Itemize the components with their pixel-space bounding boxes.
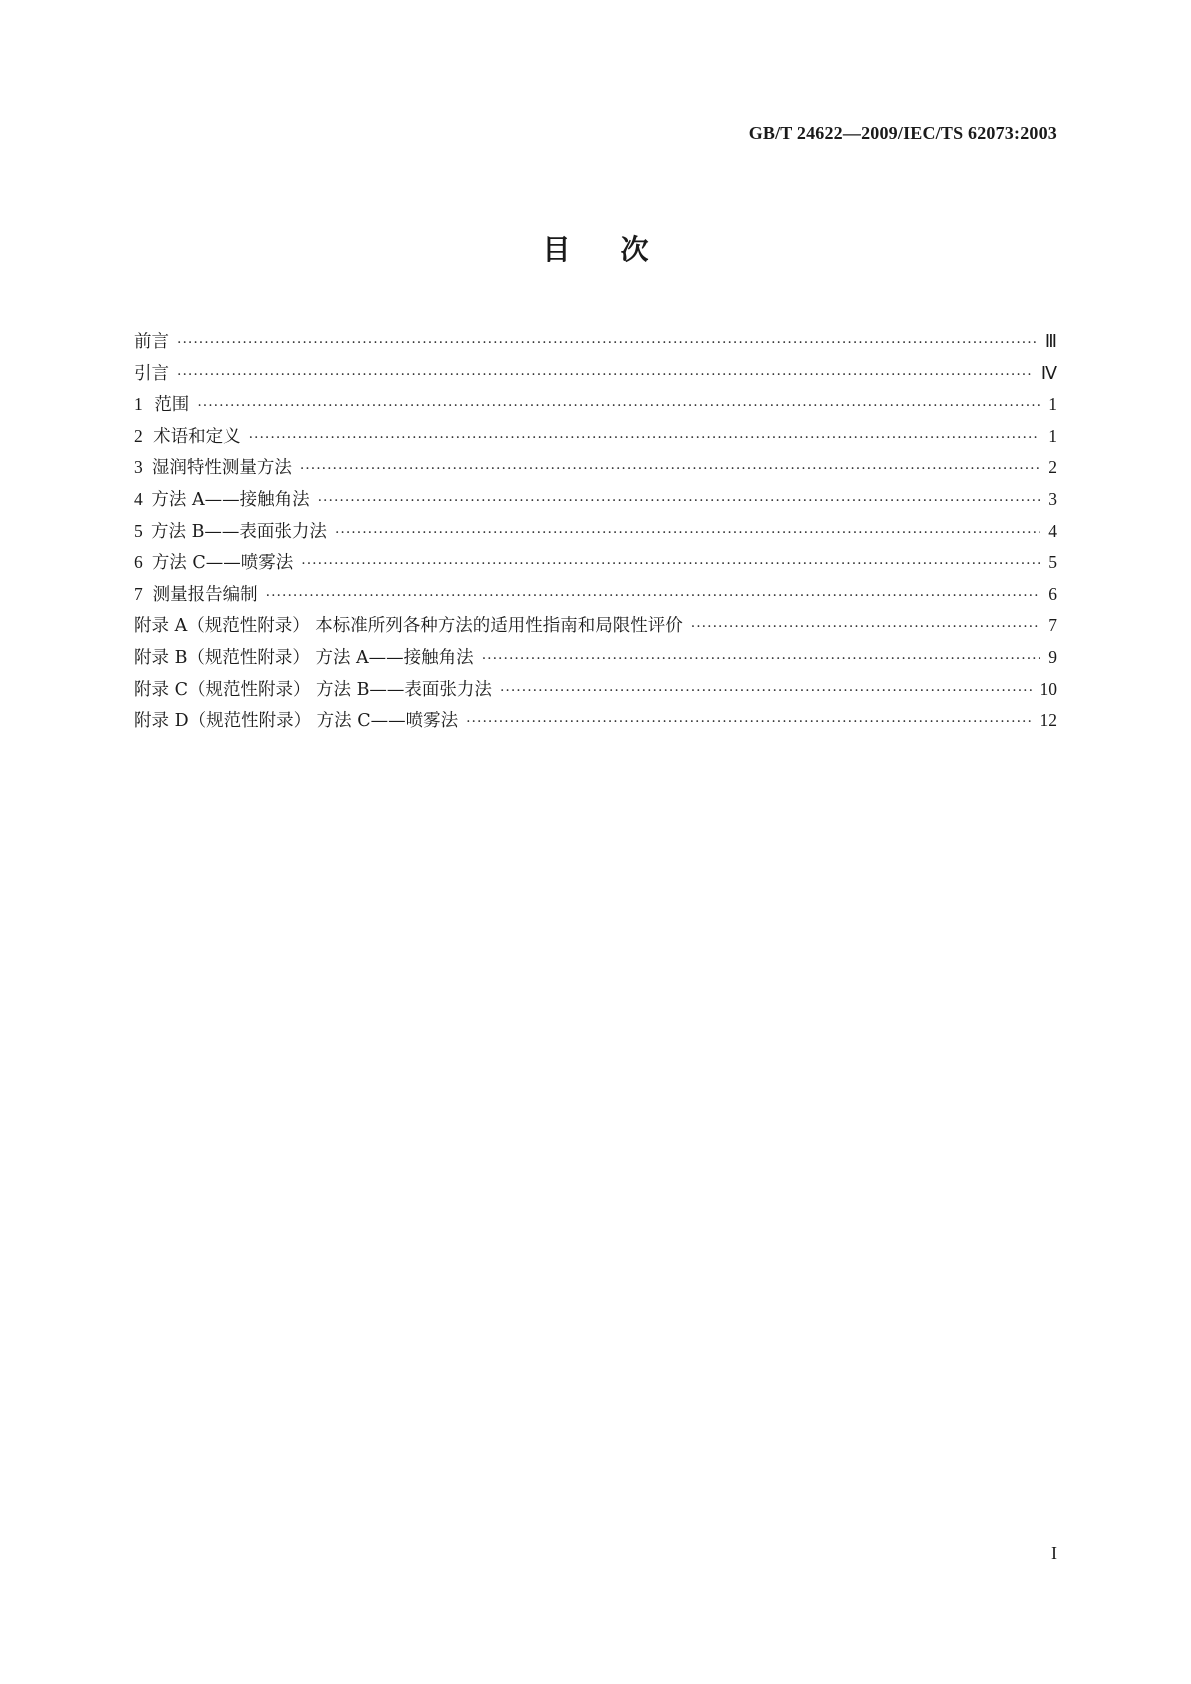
toc-entry[interactable] (134, 391, 1057, 423)
leader-dots (335, 525, 1040, 541)
entry-label: 湿润特性测量方法 (151, 458, 292, 479)
entry-page: Ⅲ (1044, 331, 1057, 351)
table-of-contents (134, 328, 1057, 739)
toc-entry[interactable] (134, 360, 1057, 392)
entry-number: 3 (134, 457, 143, 478)
leader-dots (301, 556, 1040, 572)
toc-entry[interactable] (134, 644, 1057, 676)
entry-label: 测量报告编制 (152, 584, 258, 605)
toc-entry[interactable] (134, 612, 1057, 644)
leader-dots (500, 683, 1032, 699)
entry-label: 方法 A——接触角法 (151, 489, 310, 510)
entry-number: 5 (134, 520, 143, 541)
toc-entry[interactable] (134, 423, 1057, 455)
entry-page: 5 (1048, 552, 1057, 573)
toc-entry[interactable] (134, 454, 1057, 486)
entry-label: 前言 (134, 332, 169, 352)
toc-entry[interactable] (134, 676, 1057, 708)
entry-label: 方法 C——喷雾法 (151, 553, 294, 574)
leader-dots (466, 714, 1031, 730)
toc-title: 目次 (542, 233, 699, 266)
leader-dots (318, 493, 1041, 509)
entry-page: 10 (1039, 678, 1057, 699)
entry-label: 附录 A（规范性附录） 本标准所列各种方法的适用性指南和局限性评价 (134, 616, 683, 637)
leader-dots (177, 335, 1037, 351)
leader-dots (482, 651, 1041, 667)
entry-page: 3 (1048, 488, 1057, 509)
entry-page: 7 (1048, 615, 1057, 636)
toc-entry[interactable] (134, 486, 1057, 518)
entry-page: 2 (1048, 457, 1057, 478)
entry-label: 方法 B——表面张力法 (151, 521, 327, 542)
entry-number: 4 (134, 488, 143, 509)
entry-page: 12 (1039, 710, 1057, 731)
entry-page: 1 (1048, 394, 1057, 415)
entry-label: 附录 C（规范性附录） 方法 B——表面张力法 (134, 679, 492, 700)
entry-number: 1 (134, 394, 143, 415)
entry-page: 9 (1048, 646, 1057, 667)
standard-code: GB/T 24622—2009/IEC/TS 62073:2003 (748, 123, 1057, 143)
leader-dots (266, 588, 1041, 604)
toc-entry[interactable] (134, 328, 1057, 360)
leader-dots (197, 398, 1040, 414)
entry-label: 附录 B（规范性附录） 方法 A——接触角法 (134, 647, 474, 668)
entry-page: 1 (1048, 425, 1057, 446)
leader-dots (300, 461, 1040, 477)
entry-number: 2 (134, 425, 143, 446)
entry-label: 术语和定义 (153, 426, 241, 447)
page-number: I (1051, 1543, 1057, 1563)
leader-dots (691, 619, 1040, 635)
entry-page: 4 (1048, 520, 1057, 541)
entry-number: 6 (134, 552, 143, 573)
leader-dots (177, 367, 1033, 383)
entry-label: 范围 (154, 395, 190, 416)
entry-label: 附录 D（规范性附录） 方法 C——喷雾法 (134, 711, 459, 732)
toc-entry[interactable] (134, 707, 1057, 739)
entry-number: 7 (134, 583, 143, 604)
toc-entry[interactable] (134, 518, 1057, 550)
entry-page: Ⅳ (1040, 362, 1057, 383)
entry-label: 引言 (134, 363, 169, 384)
toc-entry[interactable] (134, 549, 1057, 581)
leader-dots (249, 430, 1041, 446)
entry-page: 6 (1048, 583, 1057, 604)
toc-entry[interactable] (134, 581, 1057, 613)
